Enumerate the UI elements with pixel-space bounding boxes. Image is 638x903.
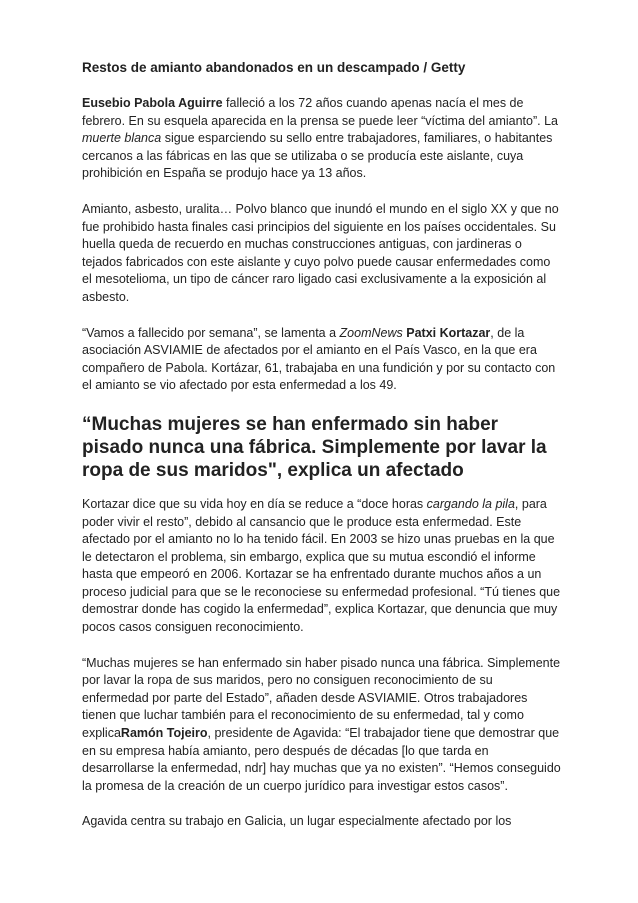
- paragraph-1-text-b: sigue esparciendo su sello entre trabajadores, familiares, o habitantes cercanos a las fábricas en las que se utilizaba o se producía este aislante, cuya prohibición en España se produjo hace ya 13 años.: [82, 131, 553, 181]
- paragraph-5-text-a: “Muchas mujeres se han enfermado sin haber pisado nunca una fábrica. Simplemente por lavar la ropa de sus maridos, pero no consiguen reconocimiento de su enfermedad por parte del Estado”, añaden desde ASVIAMIE. Otros trabajadores tienen que luchar también para el reconocimiento de su enfermedad, tal y como explica: [82, 655, 561, 741]
- publication-name: ZoomNews: [339, 325, 403, 340]
- paragraph-1-text-a: falleció a los 72 años cuando apenas nacía el mes de febrero. En su esquela aparecida en la prensa se puede leer “víctima del amianto”. La: [82, 96, 558, 128]
- paragraph-4-text-b: , para poder vivir el resto”, debido al cansancio que le produce esta enfermedad. Este afectado por el amianto no lo ha tenido fácil. En 2003 se hizo unas pruebas en la que le detectaron el problema, sin embargo, explica que su mutua escondió el informe hasta que empeoró en 2006. Kortazar se ha enfrentado durante muchos años a un proceso judicial para que se le reconociese su enfermedad profesional. “Tú tienes que demostrar donde has cogido la enfermedad”, explica Kortazar, que denuncia que muy pocos casos consiguen reconocimiento.: [82, 496, 561, 635]
- person-name-kortazar: Patxi Kortazar: [402, 325, 491, 340]
- person-name-pabola: Eusebio Pabola Aguirre: [82, 96, 223, 110]
- paragraph-4: [82, 496, 562, 637]
- paragraph-3: [82, 325, 562, 395]
- paragraph-5: [82, 655, 562, 796]
- paragraph-4-italic: cargando la pila: [426, 496, 515, 511]
- paragraph-3-text-b: , de la asociación ASVIAMIE de afectados por el amianto en el País Vasco, en la que era compañero de Pabola. Kortázar, 61, trabajaba en una fundición y por su contacto con el amianto se vio afectado por esta enfermedad a los 49.: [82, 325, 556, 393]
- person-name-tojeiro: Ramón Tojeiro: [120, 726, 208, 741]
- paragraph-1: [82, 95, 562, 183]
- paragraph-3-text-a: “Vamos a fallecido por semana”, se lamenta a: [82, 325, 340, 340]
- image-caption: Restos de amianto abandonados en un descampado / Getty: [82, 60, 466, 75]
- paragraph-5-text-b: , presidente de Agavida: “El trabajador tiene que demostrar que en su empresa había amianto, pero después de décadas [lo que tarda en desarrollarse la enfermedad, ndr] hay muchas que ya no existen”. “Hemos conseguido la promesa de la creación de un cuerpo jurídico para investigar estos casos”.: [82, 726, 561, 793]
- article: [82, 58, 562, 831]
- pull-quote-heading: “Muchas mujeres se han enfermado sin haber pisado nunca una fábrica. Simplemente por lavar la ropa de sus maridos", explica un afectado: [82, 413, 547, 481]
- paragraph-4-text-a: Kortazar dice que su vida hoy en día se reduce a “doce horas: [82, 496, 427, 511]
- paragraph-1-italic: muerte blanca: [82, 131, 162, 146]
- paragraph-2: Amianto, asbesto, uralita… Polvo blanco que inundó el mundo en el siglo XX y que no fue prohibido hasta finales casi principios del siguiente en los países occidentales. Su huella queda de recuerdo en muchas construcciones antiguas, con jardineras o tejados fabricados con este aislante y cuyo polvo puede causar enfermedades como el mesotelioma, un tipo de cáncer raro ligado casi exclusivamente a la exposición al asbesto.: [82, 201, 559, 304]
- paragraph-6: Agavida centra su trabajo en Galicia, un lugar especialmente afectado por los: [82, 814, 512, 829]
